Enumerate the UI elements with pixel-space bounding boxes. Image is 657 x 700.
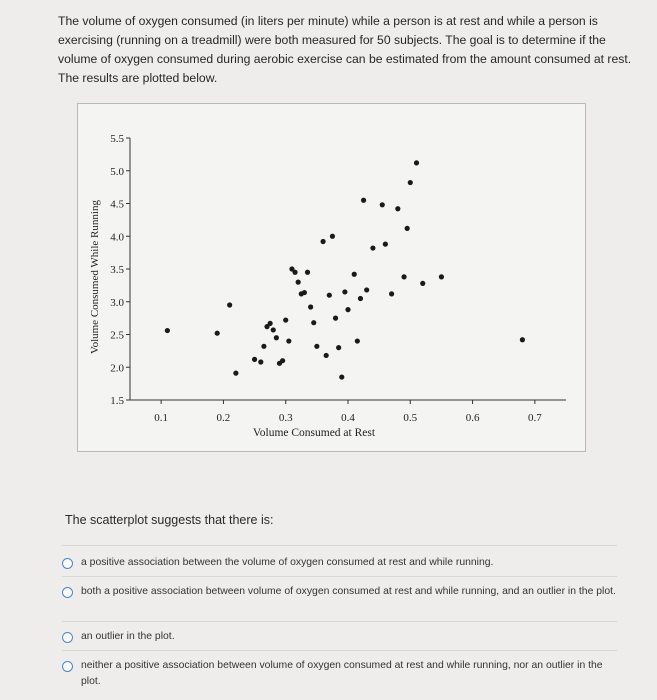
data-point: [327, 293, 332, 298]
data-point: [383, 242, 388, 247]
data-point: [283, 317, 288, 322]
y-tick-label: 4.5: [110, 198, 124, 211]
x-tick-label: 0.4: [341, 412, 355, 424]
data-point: [364, 287, 369, 292]
data-point: [227, 302, 232, 307]
data-point: [311, 320, 316, 325]
data-point: [339, 374, 344, 379]
data-point: [345, 307, 350, 312]
option-label: a positive association between the volume of oxygen consumed at rest and while running.: [81, 557, 494, 568]
x-tick-label: 0.1: [154, 412, 169, 424]
data-point: [380, 202, 385, 207]
data-point: [333, 316, 338, 321]
data-point: [308, 304, 313, 309]
radio-button[interactable]: [62, 587, 73, 598]
y-axis-title: Volume Consumed While Running: [89, 200, 101, 354]
data-point: [268, 321, 273, 326]
radio-button[interactable]: [62, 558, 73, 569]
radio-button[interactable]: [62, 632, 73, 643]
y-tick-label: 3.0: [110, 296, 124, 309]
y-tick-label: 5.0: [110, 165, 124, 178]
data-point: [420, 281, 425, 286]
y-tick-label: 2.0: [110, 362, 124, 375]
data-point: [165, 328, 170, 333]
data-point: [302, 290, 307, 295]
data-point: [292, 270, 297, 275]
data-point: [320, 239, 325, 244]
y-tick-label: 2.5: [110, 329, 124, 342]
x-tick-label: 0.5: [403, 412, 418, 424]
y-tick-label: 3.5: [110, 264, 124, 276]
data-point: [280, 358, 285, 363]
data-point: [395, 206, 400, 211]
option-label: neither a positive association between volume of oxygen consumed at rest and while running, nor an outlier in the plot.: [81, 660, 603, 687]
x-tick-label: 0.7: [527, 412, 542, 424]
x-tick-label: 0.3: [278, 412, 293, 424]
scatterplot-figure: [77, 103, 586, 452]
data-point: [358, 296, 363, 301]
question-prompt: The scatterplot suggests that there is:: [65, 513, 274, 527]
problem-statement: The volume of oxygen consumed (in liters per minute) while a person is at rest and while a person is exercising (running on a treadmill) were both measured for 50 subjects. The goal is to determine if the volume of oxygen consumed during aerobic exercise can be estimated from the amount consumed at rest. The results are plotted below.: [58, 14, 632, 85]
data-point: [271, 327, 276, 332]
data-point: [342, 289, 347, 294]
data-point: [252, 357, 257, 362]
data-point: [215, 331, 220, 336]
data-point: [355, 338, 360, 343]
data-point: [305, 270, 310, 275]
scatterplot: [78, 104, 584, 450]
data-point: [314, 344, 319, 349]
data-point: [408, 180, 413, 185]
y-tick-label: 4.0: [110, 231, 124, 244]
answer-option-a[interactable]: [62, 555, 617, 571]
data-point: [274, 335, 279, 340]
data-point: [405, 226, 410, 231]
data-point: [324, 353, 329, 358]
option-label: an outlier in the plot.: [81, 631, 175, 642]
radio-button[interactable]: [62, 661, 73, 672]
answer-option-c[interactable]: [62, 629, 617, 645]
data-point: [286, 338, 291, 343]
data-point: [336, 345, 341, 350]
data-point: [233, 371, 238, 376]
answer-option-d[interactable]: [62, 658, 617, 690]
data-point: [401, 274, 406, 279]
data-point: [520, 337, 525, 342]
data-point: [439, 274, 444, 279]
data-point: [261, 344, 266, 349]
y-tick-label: 5.5: [110, 133, 124, 145]
data-point: [370, 245, 375, 250]
data-point: [258, 359, 263, 364]
option-label: both a positive association between volume of oxygen consumed at rest and while running, and an outlier in the plot.: [81, 586, 616, 597]
data-point: [296, 280, 301, 285]
data-point: [352, 272, 357, 277]
x-tick-label: 0.6: [465, 412, 480, 424]
answer-option-b[interactable]: [62, 584, 617, 600]
data-point: [330, 234, 335, 239]
data-point: [414, 160, 419, 165]
y-tick-label: 1.5: [110, 395, 124, 407]
data-point: [389, 291, 394, 296]
x-axis-title: Volume Consumed at Rest: [252, 427, 376, 439]
data-point: [361, 198, 366, 203]
x-tick-label: 0.2: [216, 412, 231, 424]
